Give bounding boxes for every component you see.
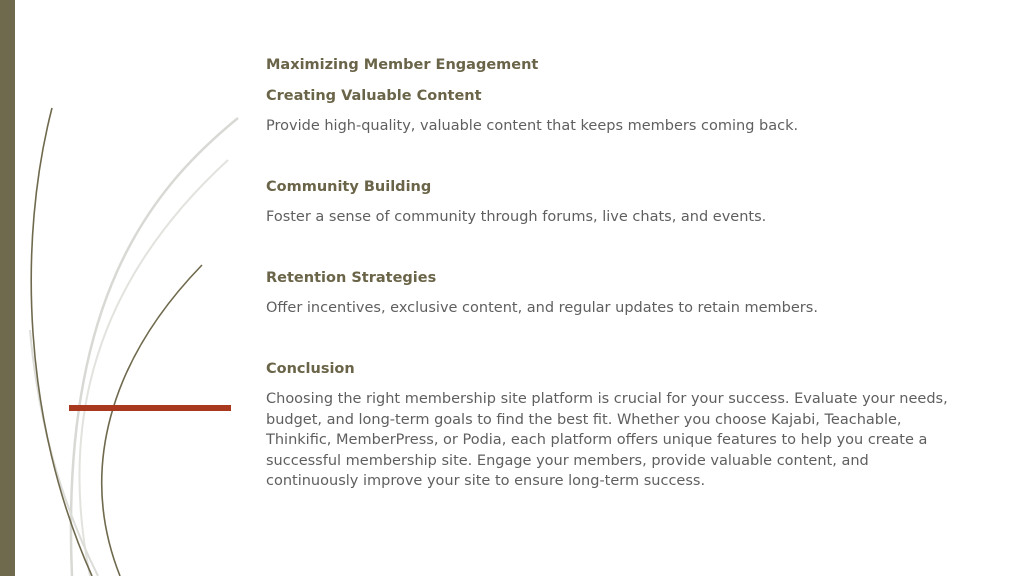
section-conclusion — [266, 358, 956, 492]
light-curve-1 — [71, 118, 238, 576]
section-body: Foster a sense of community through forums, live chats, and events. — [266, 209, 767, 225]
red-accent-bar — [69, 405, 231, 411]
section-retention-strategies — [266, 267, 956, 318]
light-curve-2 — [79, 160, 228, 576]
section-heading: Conclusion — [266, 361, 355, 377]
slide-title: Maximizing Member Engagement — [266, 57, 539, 73]
section-community-building — [266, 176, 956, 227]
slide-content — [266, 54, 956, 492]
section-valuable-content — [266, 85, 956, 136]
light-curve-3 — [30, 330, 98, 576]
decorative-curves — [0, 0, 260, 576]
section-body: Choosing the right membership site platform is crucial for your success. Evaluate your needs, budget, and long-term goals to find the best fit. Whether you choose Kajabi, Teachable, Thinkific, MemberPress, or Podia, each platform offers unique features to help you create a successful membership site. Engage your members, provide valuable content, and continuously improve your site to ensure long-term success. — [266, 391, 948, 489]
section-heading: Creating Valuable Content — [266, 88, 482, 104]
section-body: Offer incentives, exclusive content, and regular updates to retain members. — [266, 300, 818, 316]
section-heading: Community Building — [266, 179, 432, 195]
dark-curve-2 — [102, 265, 202, 576]
section-heading: Retention Strategies — [266, 270, 437, 286]
section-body: Provide high-quality, valuable content that keeps members coming back. — [266, 118, 799, 134]
dark-curve-1 — [31, 108, 92, 576]
